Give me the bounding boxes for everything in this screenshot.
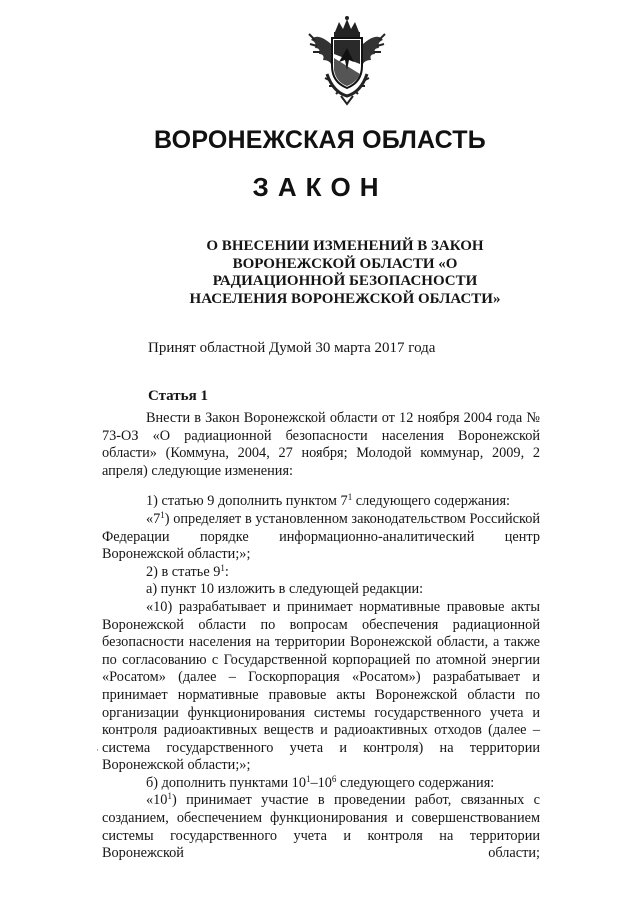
- article-intro: Внести в Закон Воронежской области от 12 ноября 2004 года № 73-ОЗ «О радиационной безопасности населения Воронежской области» (Коммуна, 2004, 27 ноября; Молодой коммунар, 2009, 2 апреля) следующие изменения:: [102, 410, 540, 479]
- amendment-item-1-quote: [102, 511, 540, 564]
- margin-mark: ·: [96, 745, 99, 755]
- amendment-item-1: [102, 493, 540, 511]
- quote-text: ) принимает участие в проведении работ, связанных с созданием, обеспечением функционирования и совершенствованием системы государственного учета и контроля на территории Воронежской области;: [102, 792, 540, 862]
- law-title-line: О ВНЕСЕНИИ ИЗМЕНЕНИЙ В ЗАКОН: [206, 238, 484, 254]
- subitem-b-quote: [102, 792, 540, 862]
- quote-text: ) определяет в установленном законодательством Российской Федерации порядке информационно-аналитический центр Воронежской области;»;: [102, 510, 540, 563]
- subitem-b-text: б) дополнить пунктами 10: [146, 774, 306, 791]
- adoption-date-line: Принят областной Думой 30 марта 2017 года: [148, 340, 436, 356]
- amendment-item-1-text-end: следующего содержания:: [352, 493, 511, 510]
- voronezh-coat-of-arms-icon: [305, 14, 389, 106]
- subitem-a-quote: «10) разрабатывает и принимает нормативные правовые акты Воронежской области по вопросам обеспечения радиационной безопасности населения на территории Воронежской области, а также по согласованию с Государственной корпорацией по атомной энергии «Росатом» (далее – Госкорпорация «Росатом») разрабатывает и принимает нормативные правовые акты Воронежской области по организации функционирования системы государственного учета и контроля радиоактивных веществ и радиоактивных отходов (далее – система государственного учета и контроля) на территории Воронежской области;»;: [102, 598, 540, 774]
- quote-open: «10: [146, 792, 168, 809]
- subitem-b: [102, 775, 540, 793]
- document-type: ЗАКОН: [252, 172, 388, 202]
- quote-open: «7: [146, 510, 161, 527]
- amendment-item-2: [102, 564, 540, 582]
- region-title: ВОРОНЕЖСКАЯ ОБЛАСТЬ: [154, 126, 486, 154]
- law-title-line: РАДИАЦИОННОЙ БЕЗОПАСНОСТИ: [212, 273, 478, 289]
- superscript: 1: [160, 509, 165, 520]
- law-title-line: НАСЕЛЕНИЯ ВОРОНЕЖСКОЙ ОБЛАСТИ»: [189, 290, 501, 307]
- amendment-item-2-text-end: :: [224, 563, 229, 580]
- subitem-b-dash: –10: [310, 774, 332, 791]
- amendment-item-2-text: 2) в статье 9: [146, 563, 221, 580]
- article-heading: Статья 1: [148, 388, 208, 404]
- superscript: 1: [305, 773, 311, 784]
- amendment-item-1-text: 1) статью 9 дополнить пунктом 7: [146, 493, 348, 510]
- law-title: [150, 238, 540, 308]
- superscript: 1: [220, 562, 225, 573]
- law-title-line: ВОРОНЕЖСКОЙ ОБЛАСТИ «О: [232, 255, 458, 272]
- superscript: 1: [167, 791, 172, 802]
- superscript: 1: [347, 492, 353, 503]
- subitem-b-text-end: следующего содержания:: [336, 774, 495, 791]
- subitem-a: а) пункт 10 изложить в следующей редакции:: [146, 581, 424, 598]
- superscript: 6: [331, 773, 337, 784]
- article-body: [102, 410, 540, 863]
